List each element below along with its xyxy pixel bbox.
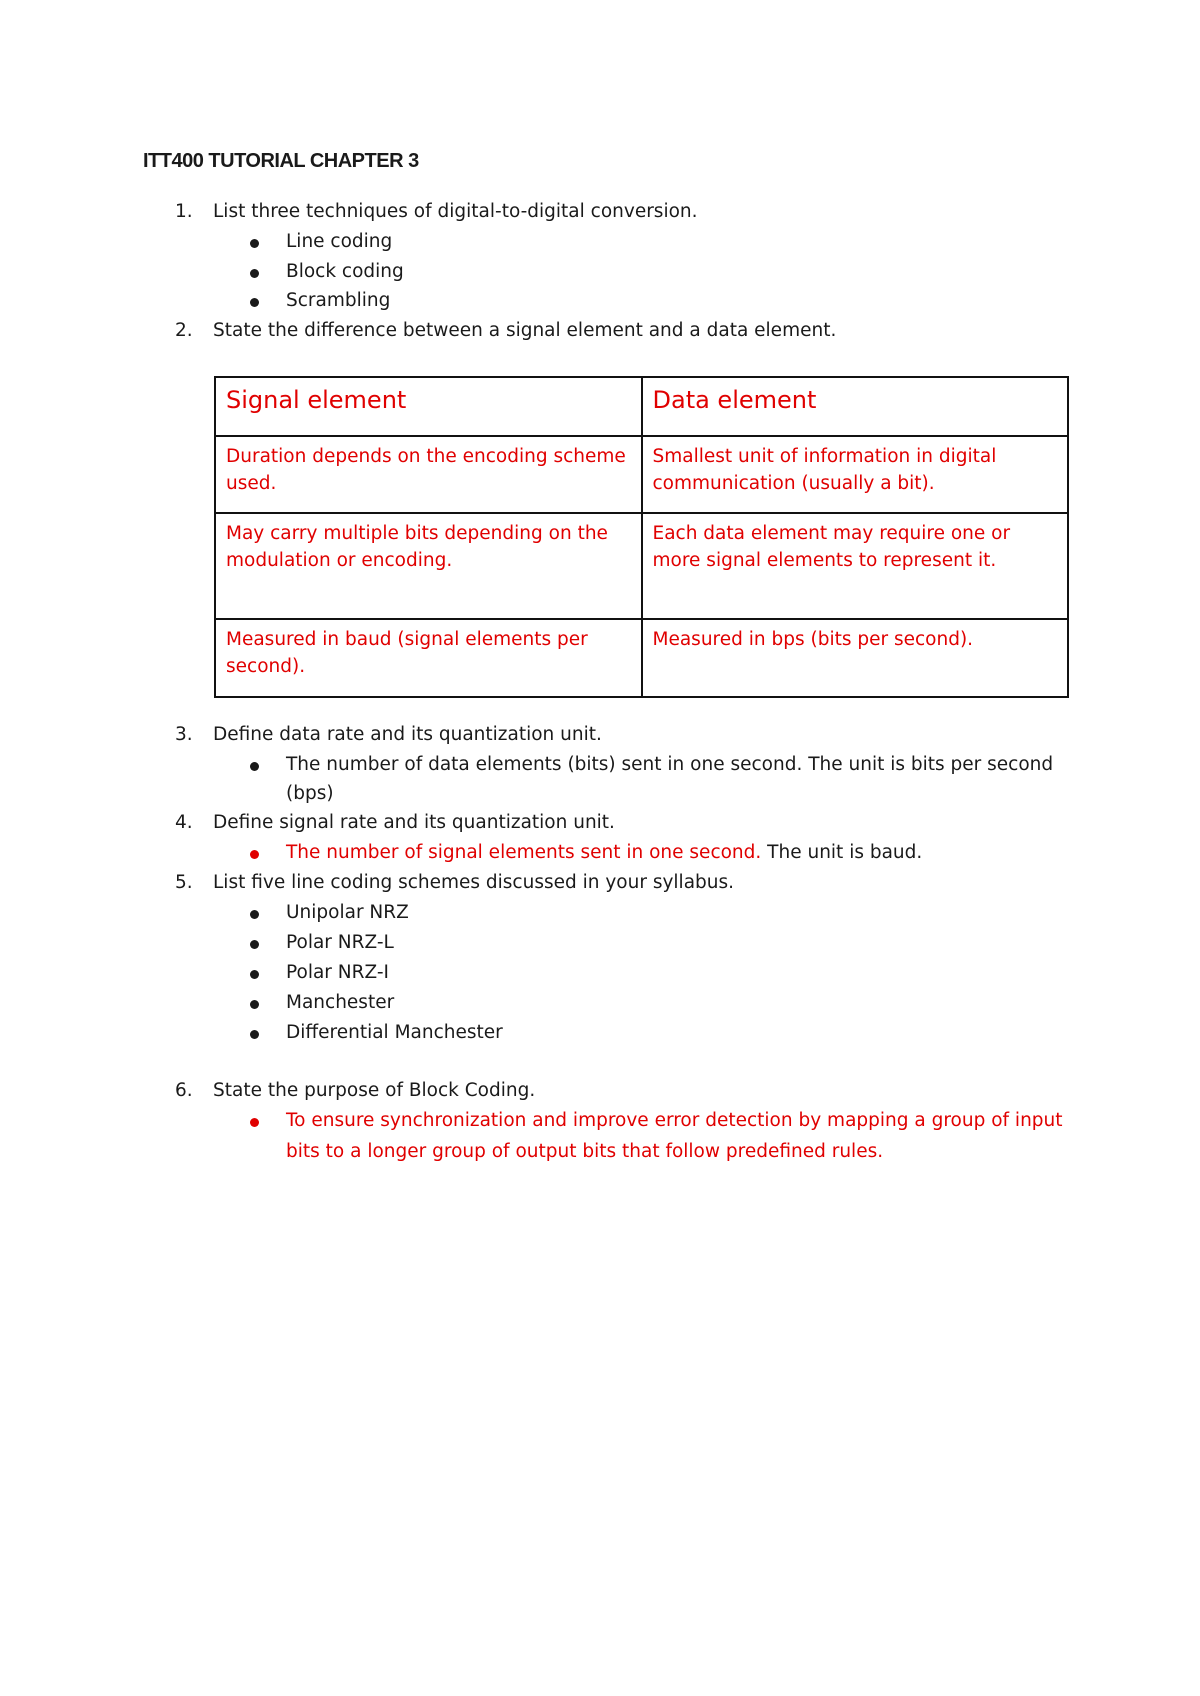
q5-number: 5. [175,872,193,893]
q1-bullet: Scrambling [286,290,391,311]
q3-number: 3. [175,724,193,745]
q6-number: 6. [175,1080,193,1101]
q2-text: State the difference between a signal element and a data element. [213,320,837,341]
document-title: ITT400 TUTORIAL CHAPTER 3 [143,150,419,172]
bullet-icon [250,762,259,771]
q1-text: List three techniques of digital-to-digital conversion. [213,201,698,222]
q3-answer-line2: (bps) [286,783,334,804]
q5-text: List five line coding schemes discussed in your syllabus. [213,872,735,893]
bullet-icon [250,970,259,979]
bullet-icon [250,910,259,919]
bullet-icon [250,269,259,278]
bullet-icon [250,239,259,248]
comparison-table [214,376,1069,698]
table-header-row [215,377,1068,436]
q6-answer-line1: To ensure synchronization and improve error detection by mapping a group of input [286,1110,1063,1131]
table-row [215,436,1068,513]
q5-bullet: Polar NRZ-L [286,932,394,953]
table-cell: Measured in baud (signal elements per second). [215,619,642,697]
table-row [215,619,1068,697]
q4-answer [286,841,922,865]
bullet-icon [250,298,259,307]
bullet-icon [250,1030,259,1039]
q3-text: Define data rate and its quantization unit. [213,724,602,745]
table-cell: May carry multiple bits depending on the modulation or encoding. [215,513,642,619]
table-cell: Smallest unit of information in digital communication (usually a bit). [642,436,1069,513]
q1-bullet: Block coding [286,261,404,282]
q5-bullet: Differential Manchester [286,1022,503,1043]
q1-number: 1. [175,201,193,222]
q3-answer-line1: The number of data elements (bits) sent in one second. The unit is bits per second [286,754,1054,775]
table-cell: Duration depends on the encoding scheme used. [215,436,642,513]
q1-bullet: Line coding [286,231,393,252]
q6-answer-line2: bits to a longer group of output bits that follow predefined rules. [286,1141,884,1162]
q2-number: 2. [175,320,193,341]
table-cell: Each data element may require one or more signal elements to represent it. [642,513,1069,619]
q5-bullet: Manchester [286,992,395,1013]
q4-answer-highlight: The number of signal elements sent in one second. [286,842,762,863]
q5-bullet: Unipolar NRZ [286,902,409,923]
header-data-element: Data element [642,377,1069,436]
bullet-icon [250,940,259,949]
q4-number: 4. [175,812,193,833]
q5-bullet: Polar NRZ-I [286,962,389,983]
bullet-icon [250,1000,259,1009]
table-row [215,513,1068,619]
q4-answer-rest: The unit is baud. [761,842,923,863]
q4-text: Define signal rate and its quantization unit. [213,812,615,833]
table-cell: Measured in bps (bits per second). [642,619,1069,697]
header-signal-element: Signal element [215,377,642,436]
bullet-icon [250,850,259,859]
q6-text: State the purpose of Block Coding. [213,1080,536,1101]
bullet-icon [250,1118,259,1127]
